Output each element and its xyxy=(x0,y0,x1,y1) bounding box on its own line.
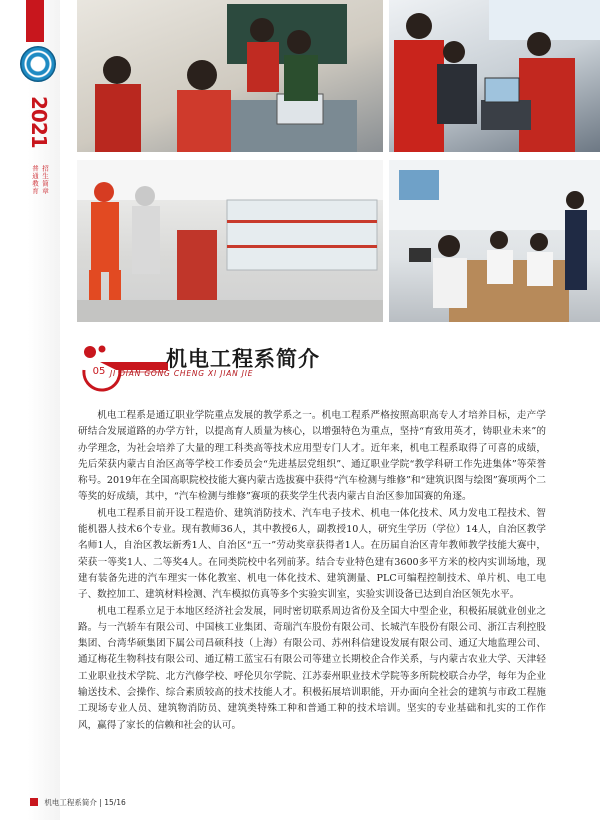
students-laptop-classroom-photo xyxy=(389,160,600,322)
side-caption-education: 普通教育 xyxy=(31,165,39,195)
side-caption-brochure: 招生简章 xyxy=(41,165,49,195)
school-logo-icon xyxy=(20,46,56,82)
section-title: 机电工程系简介 xyxy=(166,346,320,371)
year-text: 2021 xyxy=(27,96,51,148)
top-red-strip xyxy=(26,0,44,42)
footer-label: 机电工程系简介 xyxy=(44,798,97,807)
students-computer-lab-photo xyxy=(389,0,600,152)
section-subtitle-pinyin: JI DIAN GONG CHENG XI JIAN JIE xyxy=(110,369,254,378)
footer-red-square-icon xyxy=(30,798,38,806)
section-number: 05 xyxy=(92,366,106,377)
page-footer xyxy=(30,797,126,808)
footer-separator: | xyxy=(99,798,105,807)
students-training-lab-photo xyxy=(77,0,383,152)
paragraph-3: 机电工程系立足于本地区经济社会发展，同时密切联系周边省份及全国大中型企业，积极拓展就业创业之路。与一汽轿车有限公司、中国核工业集团、奇瑞汽车股份有限公司、长城汽车股份有限公司、浙江吉利控股集团、台湾华硕集团下属公司昌硕科技（上海）有限公司、苏州科信建设发展有限公司、通辽大地监理公司、通辽梅花生物科技有限公司、通辽精工蓝宝石有限公司等建立长期校企合作关系，与内蒙古农业大学、天津轻工业职业技术学院、北方汽修学校、呼伦贝尔学院、江苏泰州职业技术学院等多所院校联合办学，每年为企业输送技术、会操作、综合素质较高的技术技能人才。积极拓展培训职能，开办面向全社会的建筑与市政工程施工现场专业人员、建筑物消防员、建筑类特殊工种和普通工种的技术培训。坚实的专业基础和扎实的工作作风，赢得了家长的信赖和社会的认可。 xyxy=(78,605,546,731)
paragraph-2: 机电工程系目前开设工程造价、建筑消防技术、汽车电子技术、机电一体化技术、风力发电工程技术、智能机器人技术6个专业。现有教师36人，其中教授6人，副教授10人，研究生学历（学位）14人，自治区教学名师1人，自治区教坛新秀1人、自治区“五一”劳动奖章获得者1人。在历届自治区青年教师教学技能大赛中，荣获一等奖1人、二等奖4人。在同类院校中名列前茅。结合专业特色建有3600多平方米的校内实训场地，现建有装备先进的汽车理实一体化教室、机电一体化技术、建筑测量、PLC可编程控制技术、单片机、电工电子、数控加工、建筑材料检测、汽车模拟仿真等多个实验实训室，实验实训设备已达到自治区领先水平。 xyxy=(78,507,546,601)
paragraph-1: 机电工程系是通辽职业学院重点发展的教学系之一。机电工程系严格按照高职高专人才培养目标，走产学研结合发展道路的办学方针，以提高育人质量为核心，以增强特色为重点，坚持“育致用英才，铸职业未来”的办学理念，为社会培养了大量的理工科类高等技术应用型专门人才。近年来，机电工程系取得了可喜的成绩，先后荣获内蒙古自治区高等学校工作委员会“先进基层党组织”、通辽职业学院“教学科研工作先进集体”等荣誉称号。2019年在全国高职院校技能大赛内蒙古选拔赛中获得“汽车检测与维修”和“建筑识图与绘图”赛项两个二等奖的好成绩，其中，“汽车检测与维修”赛项的获奖学生代表内蒙古自治区参加国赛的角逐。 xyxy=(78,410,546,503)
footer-page-numbers: 15/16 xyxy=(104,798,126,807)
fire-protection-equipment-photo xyxy=(77,160,383,322)
year-vertical xyxy=(29,96,49,148)
article-body xyxy=(78,408,546,734)
